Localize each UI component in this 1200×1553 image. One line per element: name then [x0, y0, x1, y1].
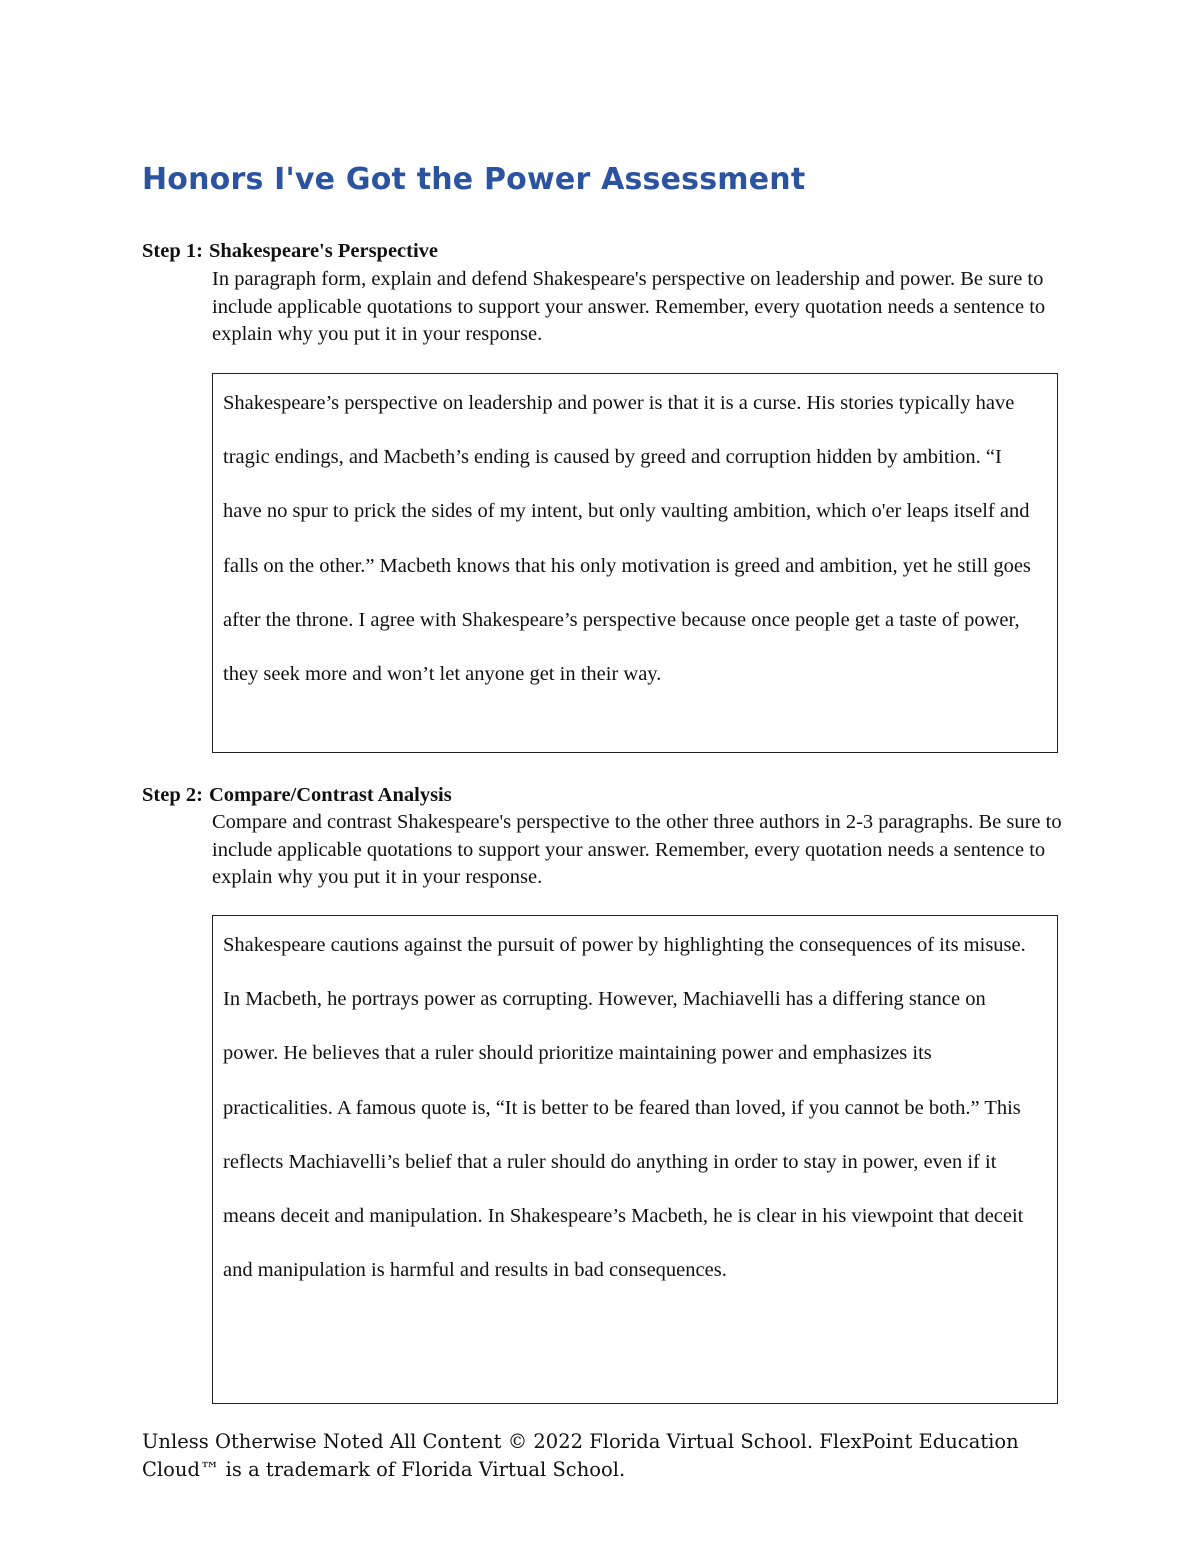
page-title: Honors I've Got the Power Assessment — [142, 162, 806, 197]
step2-instructions: Compare and contrast Shakespeare's perspective to the other three authors in 2-3 paragraphs. Be sure to include applicable quotations to support your answer. Remember, every quotation needs a sentence to explain why you put it in your response. — [212, 811, 1062, 888]
step1-instructions: In paragraph form, explain and defend Shakespeare's perspective on leadership and power. Be sure to include applicable quotations to support your answer. Remember, every quotation needs a sentence to explain why you put it in your response. — [212, 268, 1046, 345]
copyright-footer: Unless Otherwise Noted All Content © 2022 Florida Virtual School. FlexPoint Education Cloud™ is a trademark of Florida Virtual School. — [142, 1430, 1019, 1481]
step2-label: Step 2: — [142, 784, 203, 806]
step1-heading — [142, 240, 438, 263]
step1-title: Shakespeare's Perspective — [208, 240, 439, 262]
step2-heading — [142, 784, 452, 807]
step2-title: Compare/Contrast Analysis — [208, 784, 452, 806]
step2-answer-box[interactable] — [212, 915, 1058, 1404]
step1-answer-box[interactable] — [212, 373, 1058, 753]
step1-label: Step 1: — [142, 240, 203, 262]
step2-answer-text: Shakespeare cautions against the pursuit of power by highlighting the consequences of its misuse. In Macbeth, he portrays power as corrupting. However, Machiavelli has a differing stance on power. He believes that a ruler should prioritize maintaining power and emphasizes its practicalities. A famous quote is, “It is better to be feared than loved, if you cannot be both.” This reflects Machiavelli’s belief that a ruler should do anything in order to stay in power, even if it means deceit and manipulation. In Shakespeare’s Macbeth, he is clear in his viewpoint that deceit and manipulation is harmful and results in bad consequences. — [223, 934, 1026, 1282]
step1-answer-text: Shakespeare’s perspective on leadership and power is that it is a curse. His stories typically have tragic endings, and Macbeth’s ending is caused by greed and corruption hidden by ambition. “I have no spur to prick the sides of my intent, but only vaulting ambition, which o'er leaps itself and falls on the other.” Macbeth knows that his only motivation is greed and ambition, yet he still goes after the throne. I agree with Shakespeare’s perspective because once people get a taste of power, they seek more and won’t let anyone get in their way. — [223, 392, 1031, 686]
